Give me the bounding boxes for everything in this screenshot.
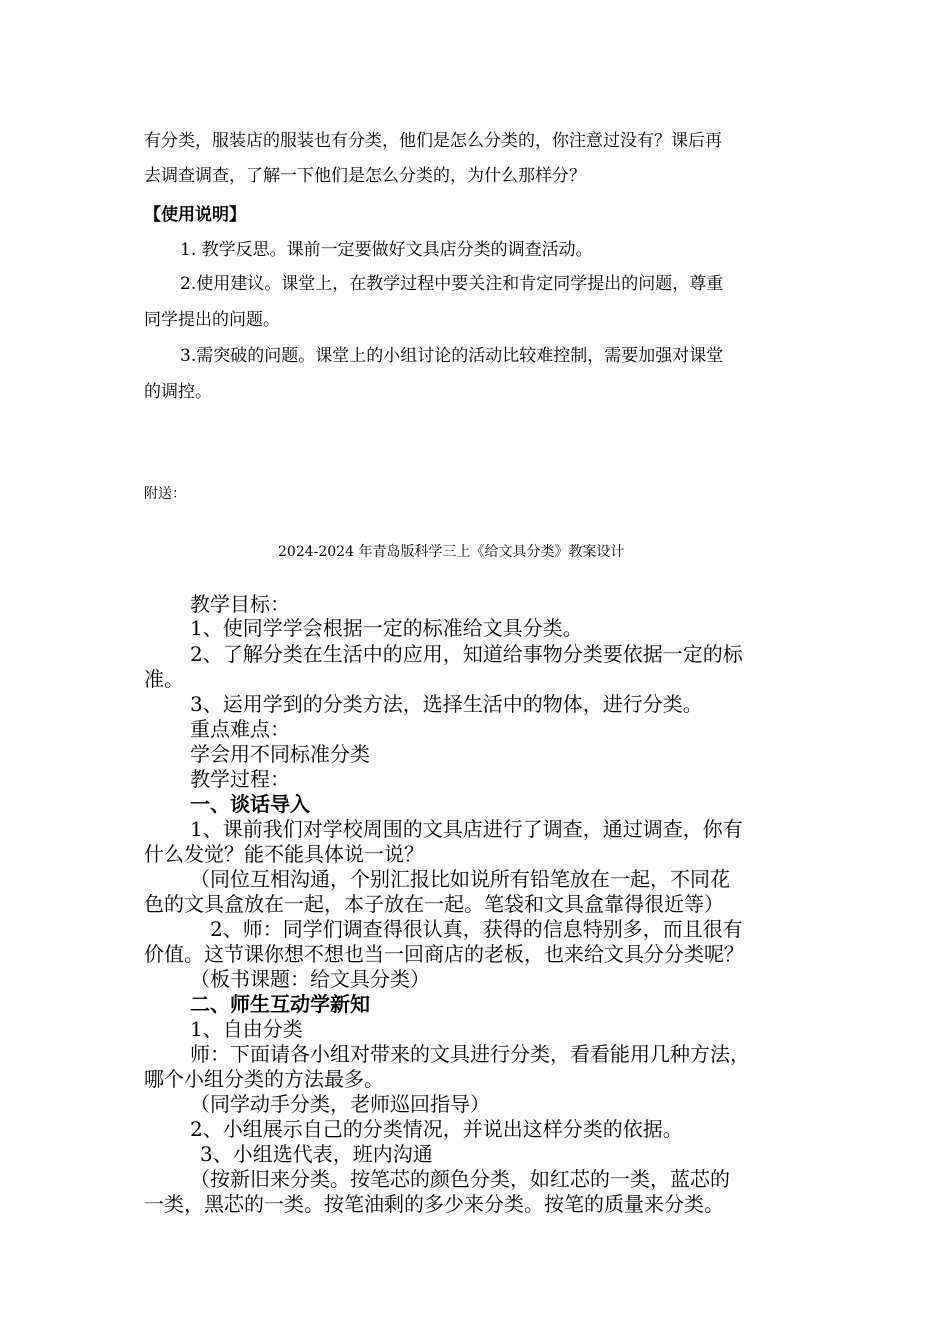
objectives-label: 教学目标： <box>190 592 290 616</box>
usage-note-2-line-2: 同学提出的问题。 <box>144 310 280 330</box>
objective-1: 1、使同学学会根据一定的标准给文具分类。 <box>190 616 583 640</box>
section-2-para-2: （同学动手分类，老师巡回指导） <box>190 1092 490 1116</box>
section-2-heading: 二、师生互动学新知 <box>190 992 370 1016</box>
section-1-para-3-line-1: 2、师：同学们调查得很认真，获得的信息特别多，而且很有 <box>210 917 743 941</box>
section-2-item-3: 3、小组选代表，班内沟通 <box>200 1142 433 1166</box>
section-1-para-2-line-2: 色的文具盒放在一起，本子放在一起。笔袋和文具盒靠得很近等） <box>144 892 724 916</box>
section-1-board-title: （板书课题：给文具分类） <box>190 967 430 991</box>
objective-2-line-2: 准。 <box>144 667 184 691</box>
objective-2-line-1: 2、了解分类在生活中的应用，知道给事物分类要依据一定的标 <box>190 642 743 666</box>
objective-3: 3、运用学到的分类方法，选择生活中的物体，进行分类。 <box>190 692 703 716</box>
section-2-para-1-line-2: 哪个小组分类的方法最多。 <box>144 1067 384 1091</box>
key-points-label: 重点难点： <box>190 717 290 741</box>
document-title: 2024-2024 年青岛版科学三上《给文具分类》教案设计 <box>278 544 625 560</box>
usage-note-2-line-1: 2.使用建议。课堂上，在教学过程中要关注和肯定同学提出的问题，尊重 <box>180 274 724 294</box>
attached-label: 附送： <box>144 486 186 502</box>
section-1-heading: 一、谈话导入 <box>190 792 310 816</box>
usage-note-3-line-2: 的调控。 <box>144 382 212 402</box>
intro-line-1: 有分类，服装店的服装也有分类，他们是怎么分类的，你注意过没有？课后再 <box>144 131 722 151</box>
process-label: 教学过程： <box>190 767 290 791</box>
key-points-text: 学会用不同标准分类 <box>190 742 370 766</box>
usage-heading: 【使用说明】 <box>144 205 246 225</box>
intro-line-2: 去调查调查，了解一下他们是怎么分类的，为什么那样分？ <box>144 166 586 186</box>
section-2-item-1: 1、自由分类 <box>190 1017 303 1041</box>
section-1-para-1-line-1: 1、课前我们对学校周围的文具店进行了调查，通过调查，你有 <box>190 817 743 841</box>
section-1-para-1-line-2: 什么发觉？能不能具体说一说？ <box>144 842 424 866</box>
section-1-para-2-line-1: （同位互相沟通，个别汇报比如说所有铅笔放在一起，不同花 <box>190 867 730 891</box>
section-1-para-3-line-2: 价值。这节课你想不想也当一回商店的老板，也来给文具分分类呢？ <box>144 942 744 966</box>
section-2-item-2: 2、小组展示自己的分类情况，并说出这样分类的依据。 <box>190 1117 683 1141</box>
section-2-para-1-line-1: 师：下面请各小组对带来的文具进行分类，看看能用几种方法， <box>190 1042 750 1066</box>
section-2-para-3-line-1: （按新旧来分类。按笔芯的颜色分类，如红芯的一类，蓝芯的 <box>190 1167 730 1191</box>
usage-note-3-line-1: 3.需突破的问题。课堂上的小组讨论的活动比较难控制，需要加强对课堂 <box>180 346 724 366</box>
section-2-para-3-line-2: 一类，黑芯的一类。按笔油剩的多少来分类。按笔的质量来分类。 <box>144 1192 724 1216</box>
usage-note-1: 1. 教学反思。课前一定要做好文具店分类的调查活动。 <box>180 240 593 260</box>
